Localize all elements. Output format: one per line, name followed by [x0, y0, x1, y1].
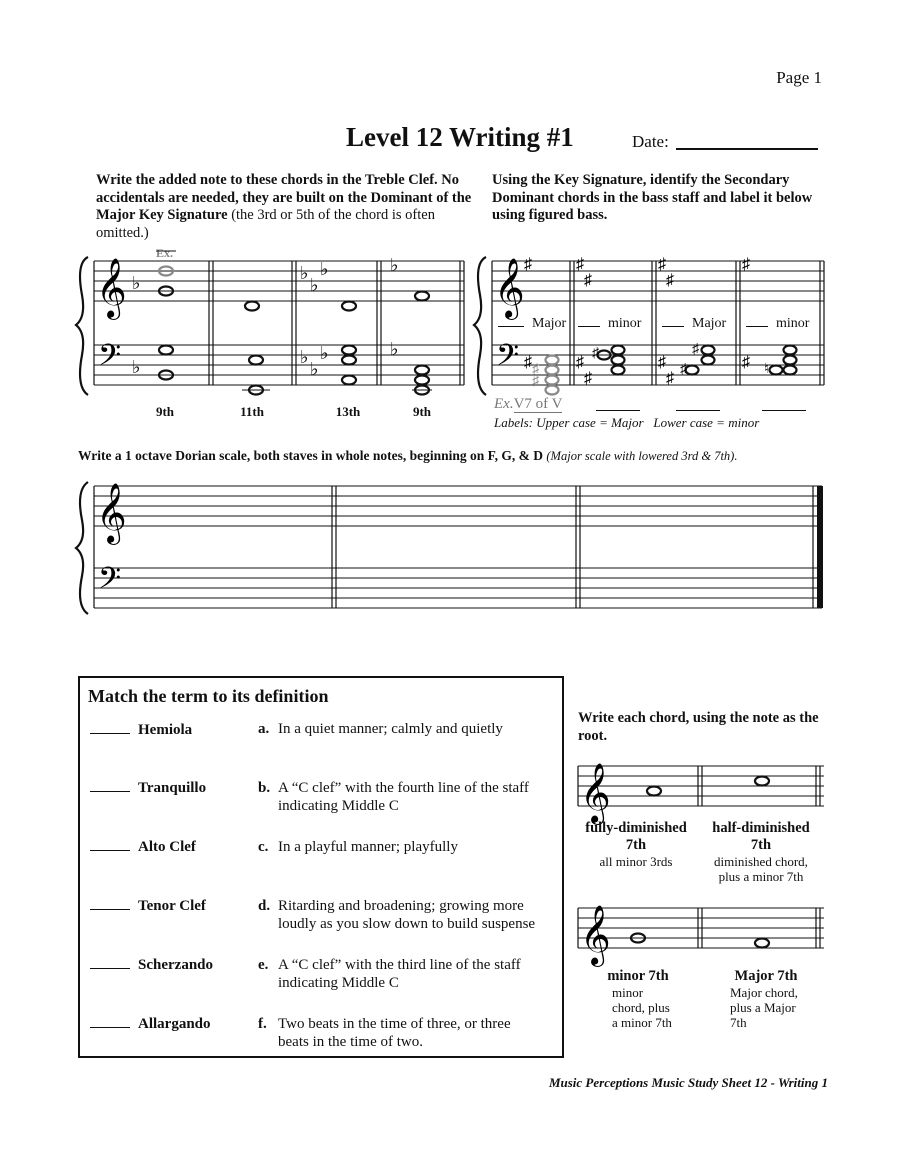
- treble-clef-icon: 𝄞: [96, 485, 127, 542]
- sharp-icon: ♯: [666, 370, 674, 387]
- sharp-icon: ♯: [584, 370, 592, 387]
- interval-label-13th: 13th: [335, 404, 361, 419]
- quality-label: Major: [662, 316, 726, 332]
- labels-note: Labels: Upper case = Major Lower case = minor: [494, 415, 760, 430]
- sharp-icon: ♯: [658, 354, 666, 371]
- chord-minor-7th: minor 7th minor chord, plus a minor 7th: [607, 968, 672, 1030]
- term-scherzando[interactable]: Scherzando: [90, 957, 213, 974]
- flat-icon: ♭: [390, 339, 399, 359]
- example-answer: Ex.V7 of V: [494, 396, 563, 412]
- matching-title: Match the term to its definition: [88, 686, 329, 706]
- definition-d: d. Ritarding and broadening; growing more loudly as you slow down to build suspense: [258, 898, 536, 932]
- bass-clef-icon: 𝄢: [98, 339, 122, 379]
- term-hemiola[interactable]: Hemiola: [90, 722, 192, 739]
- flat-icon: ♭: [320, 259, 329, 279]
- term-tranquillo[interactable]: Tranquillo: [90, 780, 206, 797]
- quality-label: minor: [746, 316, 809, 332]
- chord-half-diminished: half-diminished 7th diminished chord, plus a minor 7th: [712, 820, 810, 884]
- chord-major-7th: Major 7th Major chord, plus a Major 7th: [730, 968, 798, 1030]
- flat-icon: ♭: [132, 357, 141, 377]
- footer: Music Perceptions Music Study Sheet 12 - Writing 1: [548, 1075, 828, 1090]
- definition-f: f. Two beats in the time of three, or three beats in the time of two.: [258, 1016, 511, 1050]
- chords-instructions: Write each chord, using the note as the root.: [578, 710, 819, 744]
- term-allargando[interactable]: Allargando: [90, 1016, 211, 1033]
- date-field[interactable]: [676, 148, 818, 150]
- definition-e: e. A “C clef” with the third line of the staff indicating Middle C: [258, 957, 521, 991]
- sharp-icon: ♯: [576, 354, 584, 371]
- bass-clef-icon: 𝄢: [496, 339, 520, 379]
- sharp-icon: ♯: [658, 256, 666, 273]
- treble-clef-icon: 𝄞: [494, 260, 525, 317]
- sharp-icon: ♯: [584, 272, 592, 289]
- interval-label-9th: 9th: [155, 404, 175, 419]
- brace: [474, 257, 486, 395]
- dorian-scale-grand-staff[interactable]: [74, 472, 834, 622]
- definition-b: b. A “C clef” with the fourth line of the staff indicating Middle C: [258, 780, 529, 814]
- bass-clef-icon: 𝄢: [98, 562, 122, 602]
- natural-icon: ♮: [764, 362, 770, 377]
- section3-instructions: Write a 1 octave Dorian scale, both staves in whole notes, beginning on F, G, & D (Major scale with lowered 3rd & 7th).: [78, 448, 738, 463]
- sharp-icon: ♯: [576, 256, 584, 273]
- treble-clef-icon: 𝄞: [580, 765, 611, 822]
- answer-blank-3[interactable]: [762, 410, 806, 411]
- sharp-icon: ♯: [742, 354, 750, 371]
- sharp-icon: ♯: [532, 362, 539, 377]
- page-number: Page 1: [776, 68, 822, 87]
- definition-c: c. In a playful manner; playfully: [258, 839, 458, 855]
- example-label: Ex.: [156, 246, 174, 260]
- brace: [76, 482, 88, 614]
- quality-label: Major: [498, 316, 566, 332]
- term-tenor-clef[interactable]: Tenor Clef: [90, 898, 206, 915]
- flat-icon: ♭: [310, 359, 319, 379]
- answer-blank-2[interactable]: [676, 410, 720, 411]
- definition-a: a. In a quiet manner; calmly and quietly: [258, 721, 503, 737]
- section1-instructions: Write the added note to these chords in the Treble Clef. No accidentals are needed, they are built on the Dominant of the Major Key Signature (the 3rd or 5th of the chord is often omitted.): [96, 172, 472, 241]
- flat-icon: ♭: [132, 273, 141, 293]
- term-alto-clef[interactable]: Alto Clef: [90, 839, 196, 856]
- sharp-icon: ♯: [742, 256, 750, 273]
- flat-icon: ♭: [320, 343, 329, 363]
- flat-icon: ♭: [300, 263, 309, 283]
- sharp-icon: ♯: [592, 346, 599, 361]
- interval-label-9th-2: 9th: [412, 404, 432, 419]
- date-label: Date:: [632, 132, 669, 151]
- chord-staff-bottom[interactable]: [578, 898, 828, 968]
- chord-staff-top[interactable]: [578, 756, 828, 826]
- brace: [76, 257, 88, 395]
- interval-label-11th: 11th: [240, 404, 264, 419]
- flat-icon: ♭: [310, 275, 319, 295]
- sharp-icon: ♯: [666, 272, 674, 289]
- flat-icon: ♭: [390, 255, 399, 275]
- sharp-icon: ♯: [524, 256, 532, 273]
- page-title: Level 12 Writing #1: [346, 122, 574, 152]
- chord-fully-diminished: fully-diminished 7th all minor 3rds: [585, 820, 687, 869]
- treble-clef-icon: 𝄞: [580, 907, 611, 964]
- treble-clef-icon: 𝄞: [96, 260, 127, 317]
- sharp-icon: ♯: [532, 374, 539, 389]
- sharp-icon: ♯: [692, 342, 699, 357]
- section2-instructions: Using the Key Signature, identify the Secondary Dominant chords in the bass staff and label it below using figured bass.: [492, 172, 813, 223]
- quality-label: minor: [578, 316, 641, 332]
- sharp-icon: ♯: [524, 354, 532, 371]
- added-note-grand-staff[interactable]: [74, 245, 474, 405]
- sharp-icon: ♯: [680, 362, 687, 377]
- answer-blank-1[interactable]: [596, 410, 640, 411]
- flat-icon: ♭: [300, 347, 309, 367]
